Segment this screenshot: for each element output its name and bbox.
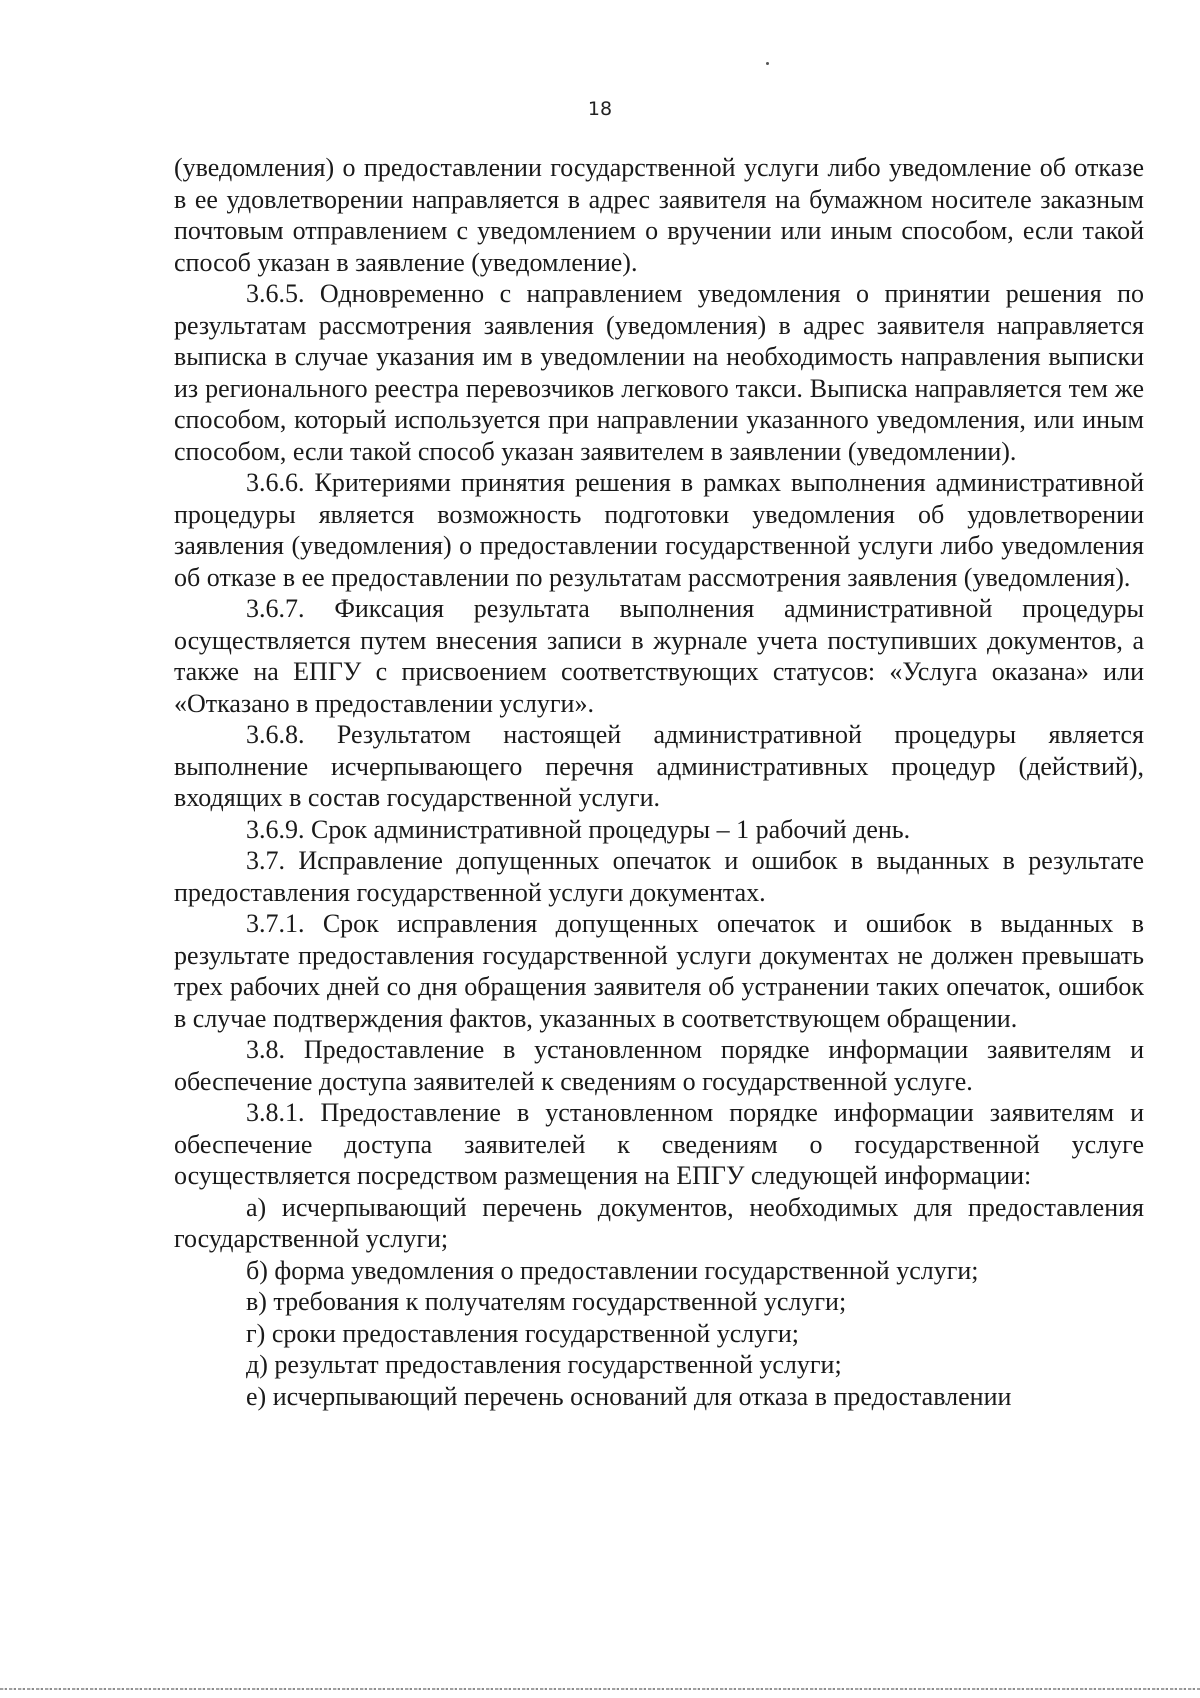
paragraph-3-6-5: 3.6.5. Одновременно с направлением уведомления о принятии решения по результатам рассмотрения заявления (уведомления) в адрес заявителя направляется выписка в случае указания им в уведомлении на необходимость направления выписки из регионального реестра перевозчиков легкового такси. Выписка направляется тем же способом, который используется при направлении указанного уведомления, или иным способом, если такой способ указан заявителем в заявлении (уведомлении). [174, 279, 1144, 466]
paragraph-continuation: (уведомления) о предоставлении государственной услуги либо уведомление об отказе в ее удовлетворении направляется в адрес заявителя на бумажном носителе заказным почтовым отправлением с уведомлением о вручении или иным способом, если такой способ указан в заявление (уведомление). [174, 153, 1144, 277]
list-item-v: в) требования к получателям государственной услуги; [246, 1287, 847, 1316]
list-item-d: д) результат предоставления государственной услуги; [246, 1350, 842, 1379]
paragraph-3-6-6: 3.6.6. Критериями принятия решения в рамках выполнения административной процедуры является возможность подготовки уведомления об удовлетворении заявления (уведомления) о предоставлении государственной услуги либо уведомления об отказе в ее предоставлении по результатам рассмотрения заявления (уведомления). [174, 468, 1144, 592]
paragraph-3-8-1: 3.8.1. Предоставление в установленном порядке информации заявителям и обеспечение доступа заявителей к сведениям о государственной услуге осуществляется посредством размещения на ЕПГУ следующей информации: [174, 1098, 1144, 1190]
paragraph-3-7-1: 3.7.1. Срок исправления допущенных опечаток и ошибок в выданных в результате предоставления государственной услуги документах не должен превышать трех рабочих дней со дня обращения заявителя об устранении таких опечаток, ошибок в случае подтверждения фактов, указанных в соответствующем обращении. [174, 909, 1144, 1033]
list-item-g: г) сроки предоставления государственной услуги; [246, 1318, 800, 1348]
scan-speck [766, 62, 769, 65]
page-number: 18 [587, 98, 613, 120]
paragraph-3-6-8: 3.6.8. Результатом настоящей административной процедуры является выполнение исчерпывающего перечня административных процедур (действий), входящих в состав государственной услуги. [174, 720, 1144, 812]
document-body [174, 152, 1144, 1412]
list-item-a: а) исчерпывающий перечень документов, необходимых для предоставления государственной услуги; [174, 1192, 1144, 1253]
paragraph-3-6-9: 3.6.9. Срок административной процедуры – 1 рабочий день. [246, 814, 911, 844]
list-item-b: б) форма уведомления о предоставлении государственной услуги; [246, 1255, 979, 1285]
paragraph-3-8: 3.8. Предоставление в установленном порядке информации заявителям и обеспечение доступа заявителей к сведениям о государственной услуге. [174, 1035, 1144, 1096]
list-item-e: е) исчерпывающий перечень оснований для отказа в предоставлении [246, 1381, 1012, 1411]
scan-edge-line [0, 1688, 1200, 1690]
paragraph-3-7: 3.7. Исправление допущенных опечаток и ошибок в выданных в результате предоставления государственной услуги документах. [174, 846, 1144, 907]
paragraph-3-6-7: 3.6.7. Фиксация результата выполнения административной процедуры осуществляется путем внесения записи в журнале учета поступивших документов, а также на ЕПГУ с присвоением соответствующих статусов: «Услуга оказана» или «Отказано в предоставлении услуги». [174, 594, 1144, 718]
